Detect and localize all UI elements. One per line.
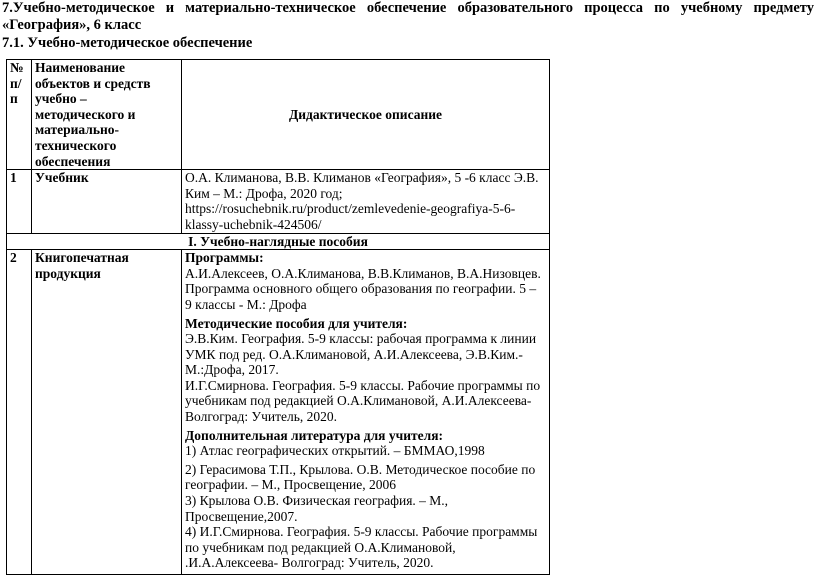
- header-num: № п/п: [7, 60, 32, 170]
- row1-description: О.А. Климанова, В.В. Климанов «География», 5 -6 класс Э.В. Ким – М.: Дрофа, 2020 год; https://rosuchebnik.ru/product/zemlevedenie-geografiya-5-6-klassy-uchebnik-424506/: [182, 170, 550, 233]
- row2-name: Книгопечатная продукция: [32, 250, 182, 575]
- row1-name: Учебник: [32, 170, 182, 233]
- table-row: [7, 250, 550, 575]
- materials-table: [6, 59, 550, 575]
- teacher-item-2: И.Г.Смирнова. География. 5-9 классы. Рабочие программы по учебникам под редакцией О.А.Климановой, А.И.Алексеева- Волгоград: Учитель, 2020.: [185, 377, 541, 425]
- teacher-title: Методические пособия для учителя:: [185, 315, 408, 331]
- teacher-item-1: Э.В.Ким. География. 5-9 классы: рабочая программа к линии УМК под ред. О.А.Климановой, А.И.Алексеева, Э.В.Ким.-М.:Дрофа, 2017.: [185, 331, 537, 378]
- programs-text: А.И.Алексеев, О.А.Климанова, В.В.Климанов, В.А.Низовцев. Программа основного общего образования по географии. 5 – 9 классы - М.: Дрофа: [185, 265, 541, 312]
- extra-item-1: 1) Атлас географических открытий. – БММАО,1998: [185, 443, 485, 459]
- table-header-row: [7, 60, 550, 170]
- header-description: Дидактическое описание: [182, 60, 550, 170]
- table-row: [7, 170, 550, 233]
- extra-block: [185, 428, 546, 571]
- programs-title: Программы:: [185, 250, 264, 266]
- section-subheading: 7.1. Учебно-методическое обеспечение: [2, 35, 253, 51]
- document-heading: 7.Учебно-методическое и материально-техническое обеспечение образовательного процесса по учебному предмету «География», 6 класс: [2, 0, 814, 33]
- extra-item-4: 4) И.Г.Смирнова. География. 5-9 классы. Рабочие программы по учебникам под редакцией О.А.Климановой, .И.А.Алексеева- Волгоград: Учитель, 2020.: [185, 524, 538, 571]
- section-title: I. Учебно-наглядные пособия: [7, 233, 550, 250]
- extra-title: Дополнительная литература для учителя:: [185, 427, 444, 443]
- programs-block: [185, 250, 546, 312]
- section-row: [7, 233, 550, 250]
- extra-item-2: 2) Герасимова Т.П., Крылова. О.В. Методическое пособие по географии. – М., Просвещение, 2006: [185, 461, 536, 493]
- row2-description: [182, 250, 550, 575]
- extra-item-3: 3) Крылова О.В. Физическая география. – М., Просвещение,2007.: [185, 493, 449, 524]
- row2-num: 2: [7, 250, 32, 575]
- header-name: Наименование объектов и средств учебно – методического и материально-технического обеспечения: [32, 60, 182, 170]
- row1-num: 1: [7, 170, 32, 233]
- teacher-block: [185, 316, 546, 425]
